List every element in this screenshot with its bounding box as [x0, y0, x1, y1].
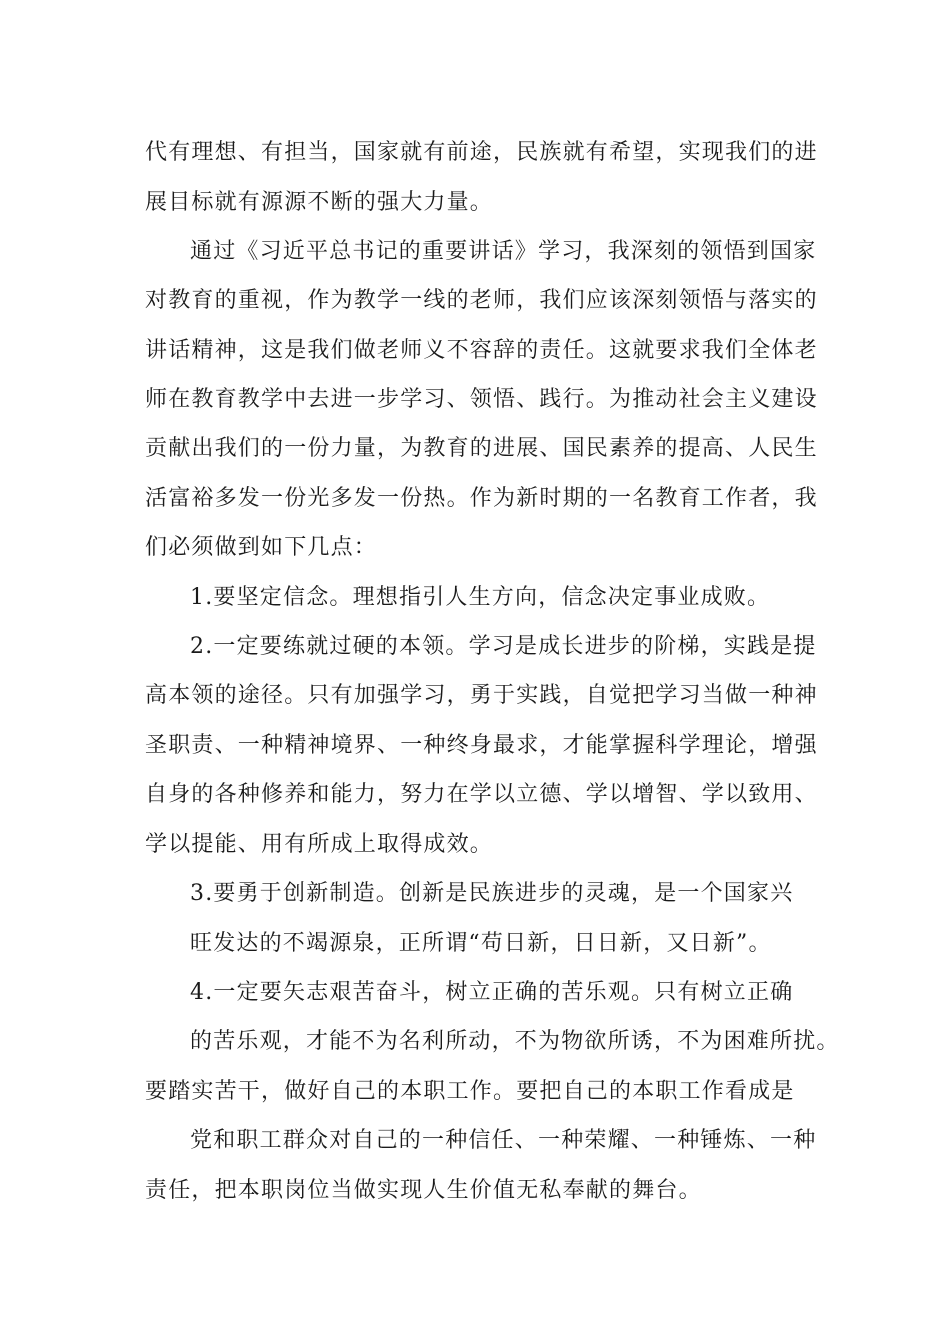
- text-line: 旺发达的不竭源泉，正所谓“苟日新，日日新，又日新”。: [190, 931, 772, 956]
- text-line: 要踏实苦干，做好自己的本职工作。要把自己的本职工作看成是: [145, 1079, 795, 1104]
- text-line: 高本领的途径。只有加强学习，勇于实践，自觉把学习当做一种神: [145, 683, 818, 708]
- paragraph-first-line: 通过《习近平总书记的重要讲话》学习，我深刻的领悟到国家: [190, 239, 817, 264]
- list-item-1: 1.要坚定信念。理想指引人生方向，信念决定事业成败。: [190, 585, 771, 610]
- list-item-3: 3.要勇于创新制造。创新是民族进步的灵魂，是一个国家兴: [190, 881, 794, 906]
- text-line: 自身的各种修养和能力，努力在学以立德、学以增智、学以致用、: [145, 782, 818, 807]
- text-line: 展目标就有源源不断的强大力量。: [145, 190, 494, 215]
- text-line: 活富裕多发一份光多发一份热。作为新时期的一名教育工作者，我: [145, 486, 818, 511]
- text-line: 学以提能、用有所成上取得成效。: [145, 832, 494, 857]
- text-line: 圣职责、一种精神境界、一种终身最求，才能掌握科学理论，增强: [145, 733, 818, 758]
- text-line: 的苦乐观，才能不为名利所动，不为物欲所诱，不为困难所扰。: [190, 1029, 840, 1054]
- text-line: 贡献出我们的一份力量，为教育的进展、国民素养的提高、人民生: [145, 436, 818, 461]
- text-line: 责任，把本职岗位当做实现人生价值无私奉献的舞台。: [145, 1178, 702, 1203]
- list-item-2: 2.一定要练就过硬的本领。学习是成长进步的阶梯，实践是提: [190, 634, 817, 659]
- text-line: 对教育的重视，作为教学一线的老师，我们应该深刻领悟与落实的: [145, 288, 818, 313]
- text-line: 党和职工群众对自己的一种信任、一种荣耀、一种锤炼、一种: [190, 1128, 817, 1153]
- text-line: 师在教育教学中去进一步学习、领悟、践行。为推动社会主义建设: [145, 387, 818, 412]
- text-line: 代有理想、有担当，国家就有前途，民族就有希望，实现我们的进: [145, 140, 818, 165]
- text-line: 们必须做到如下几点：: [145, 535, 378, 560]
- text-line: 讲话精神，这是我们做老师义不容辞的责任。这就要求我们全体老: [145, 338, 818, 363]
- list-item-4: 4.一定要矢志艰苦奋斗，树立正确的苦乐观。只有树立正确: [190, 980, 794, 1005]
